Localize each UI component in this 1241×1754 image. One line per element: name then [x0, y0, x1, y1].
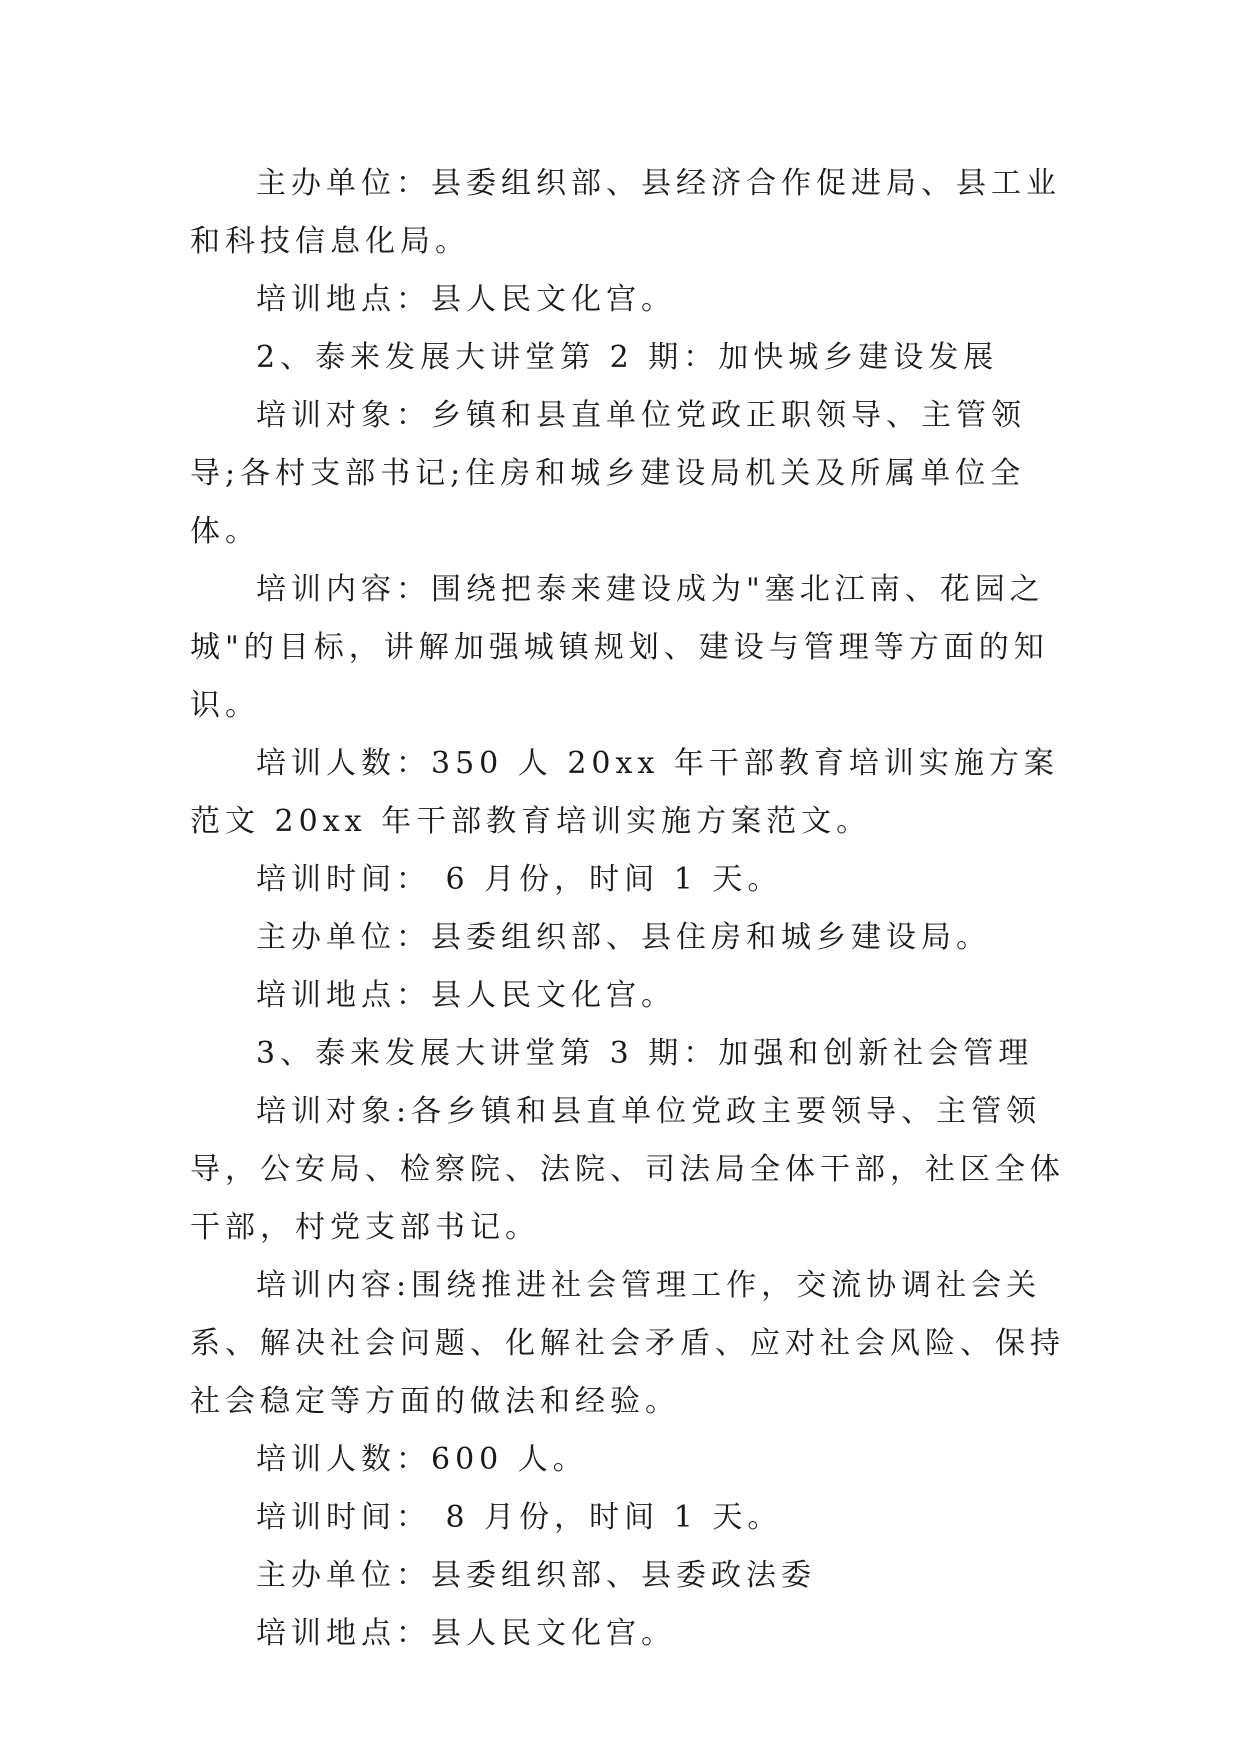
paragraph-audience-2: 培训对象：乡镇和县直单位党政正职领导、主管领导;各村支部书记;住房和城乡建设局机关及所属单位全体。 — [190, 398, 1026, 549]
paragraph-audience-3: 培训对象:各乡镇和县直单位党政主要领导、主管领导，公安局、检察院、法院、司法局全体干部，社区全体干部，村党支部书记。 — [190, 1094, 1065, 1245]
paragraph-organizer-1: 主办单位：县委组织部、县经济合作促进局、县工业和科技信息化局。 — [190, 166, 1061, 259]
paragraph-time-2: 培训时间： 6 月份，时间 1 天。 — [256, 862, 783, 897]
paragraph-organizer-2: 主办单位：县委组织部、县住房和城乡建设局。 — [256, 920, 991, 955]
paragraph-headcount-2: 培训人数：350 人 20xx 年干部教育培训实施方案范文 20xx 年干部教育培训实施方案范文。 — [190, 746, 1059, 839]
paragraph-session-3-heading: 3、泰来发展大讲堂第 3 期：加强和创新社会管理 — [256, 1036, 1034, 1071]
paragraph-location-3: 培训地点：县人民文化宫。 — [256, 1616, 676, 1651]
paragraph-content-3: 培训内容:围绕推进社会管理工作，交流协调社会关系、解决社会问题、化解社会矛盾、应对社会风险、保持社会稳定等方面的做法和经验。 — [190, 1268, 1065, 1419]
paragraph-location-2: 培训地点：县人民文化宫。 — [256, 978, 676, 1013]
paragraph-content-2: 培训内容：围绕把泰来建设成为"塞北江南、花园之城"的目标，讲解加强城镇规划、建设与管理等方面的知识。 — [190, 572, 1049, 723]
paragraph-time-3: 培训时间： 8 月份，时间 1 天。 — [256, 1500, 783, 1535]
document-body — [190, 155, 1070, 1663]
paragraph-session-2-heading: 2、泰来发展大讲堂第 2 期：加快城乡建设发展 — [256, 340, 999, 375]
paragraph-organizer-3: 主办单位：县委组织部、县委政法委 — [256, 1558, 816, 1593]
paragraph-location-1: 培训地点：县人民文化宫。 — [256, 282, 676, 317]
paragraph-headcount-3: 培训人数：600 人。 — [256, 1442, 588, 1477]
